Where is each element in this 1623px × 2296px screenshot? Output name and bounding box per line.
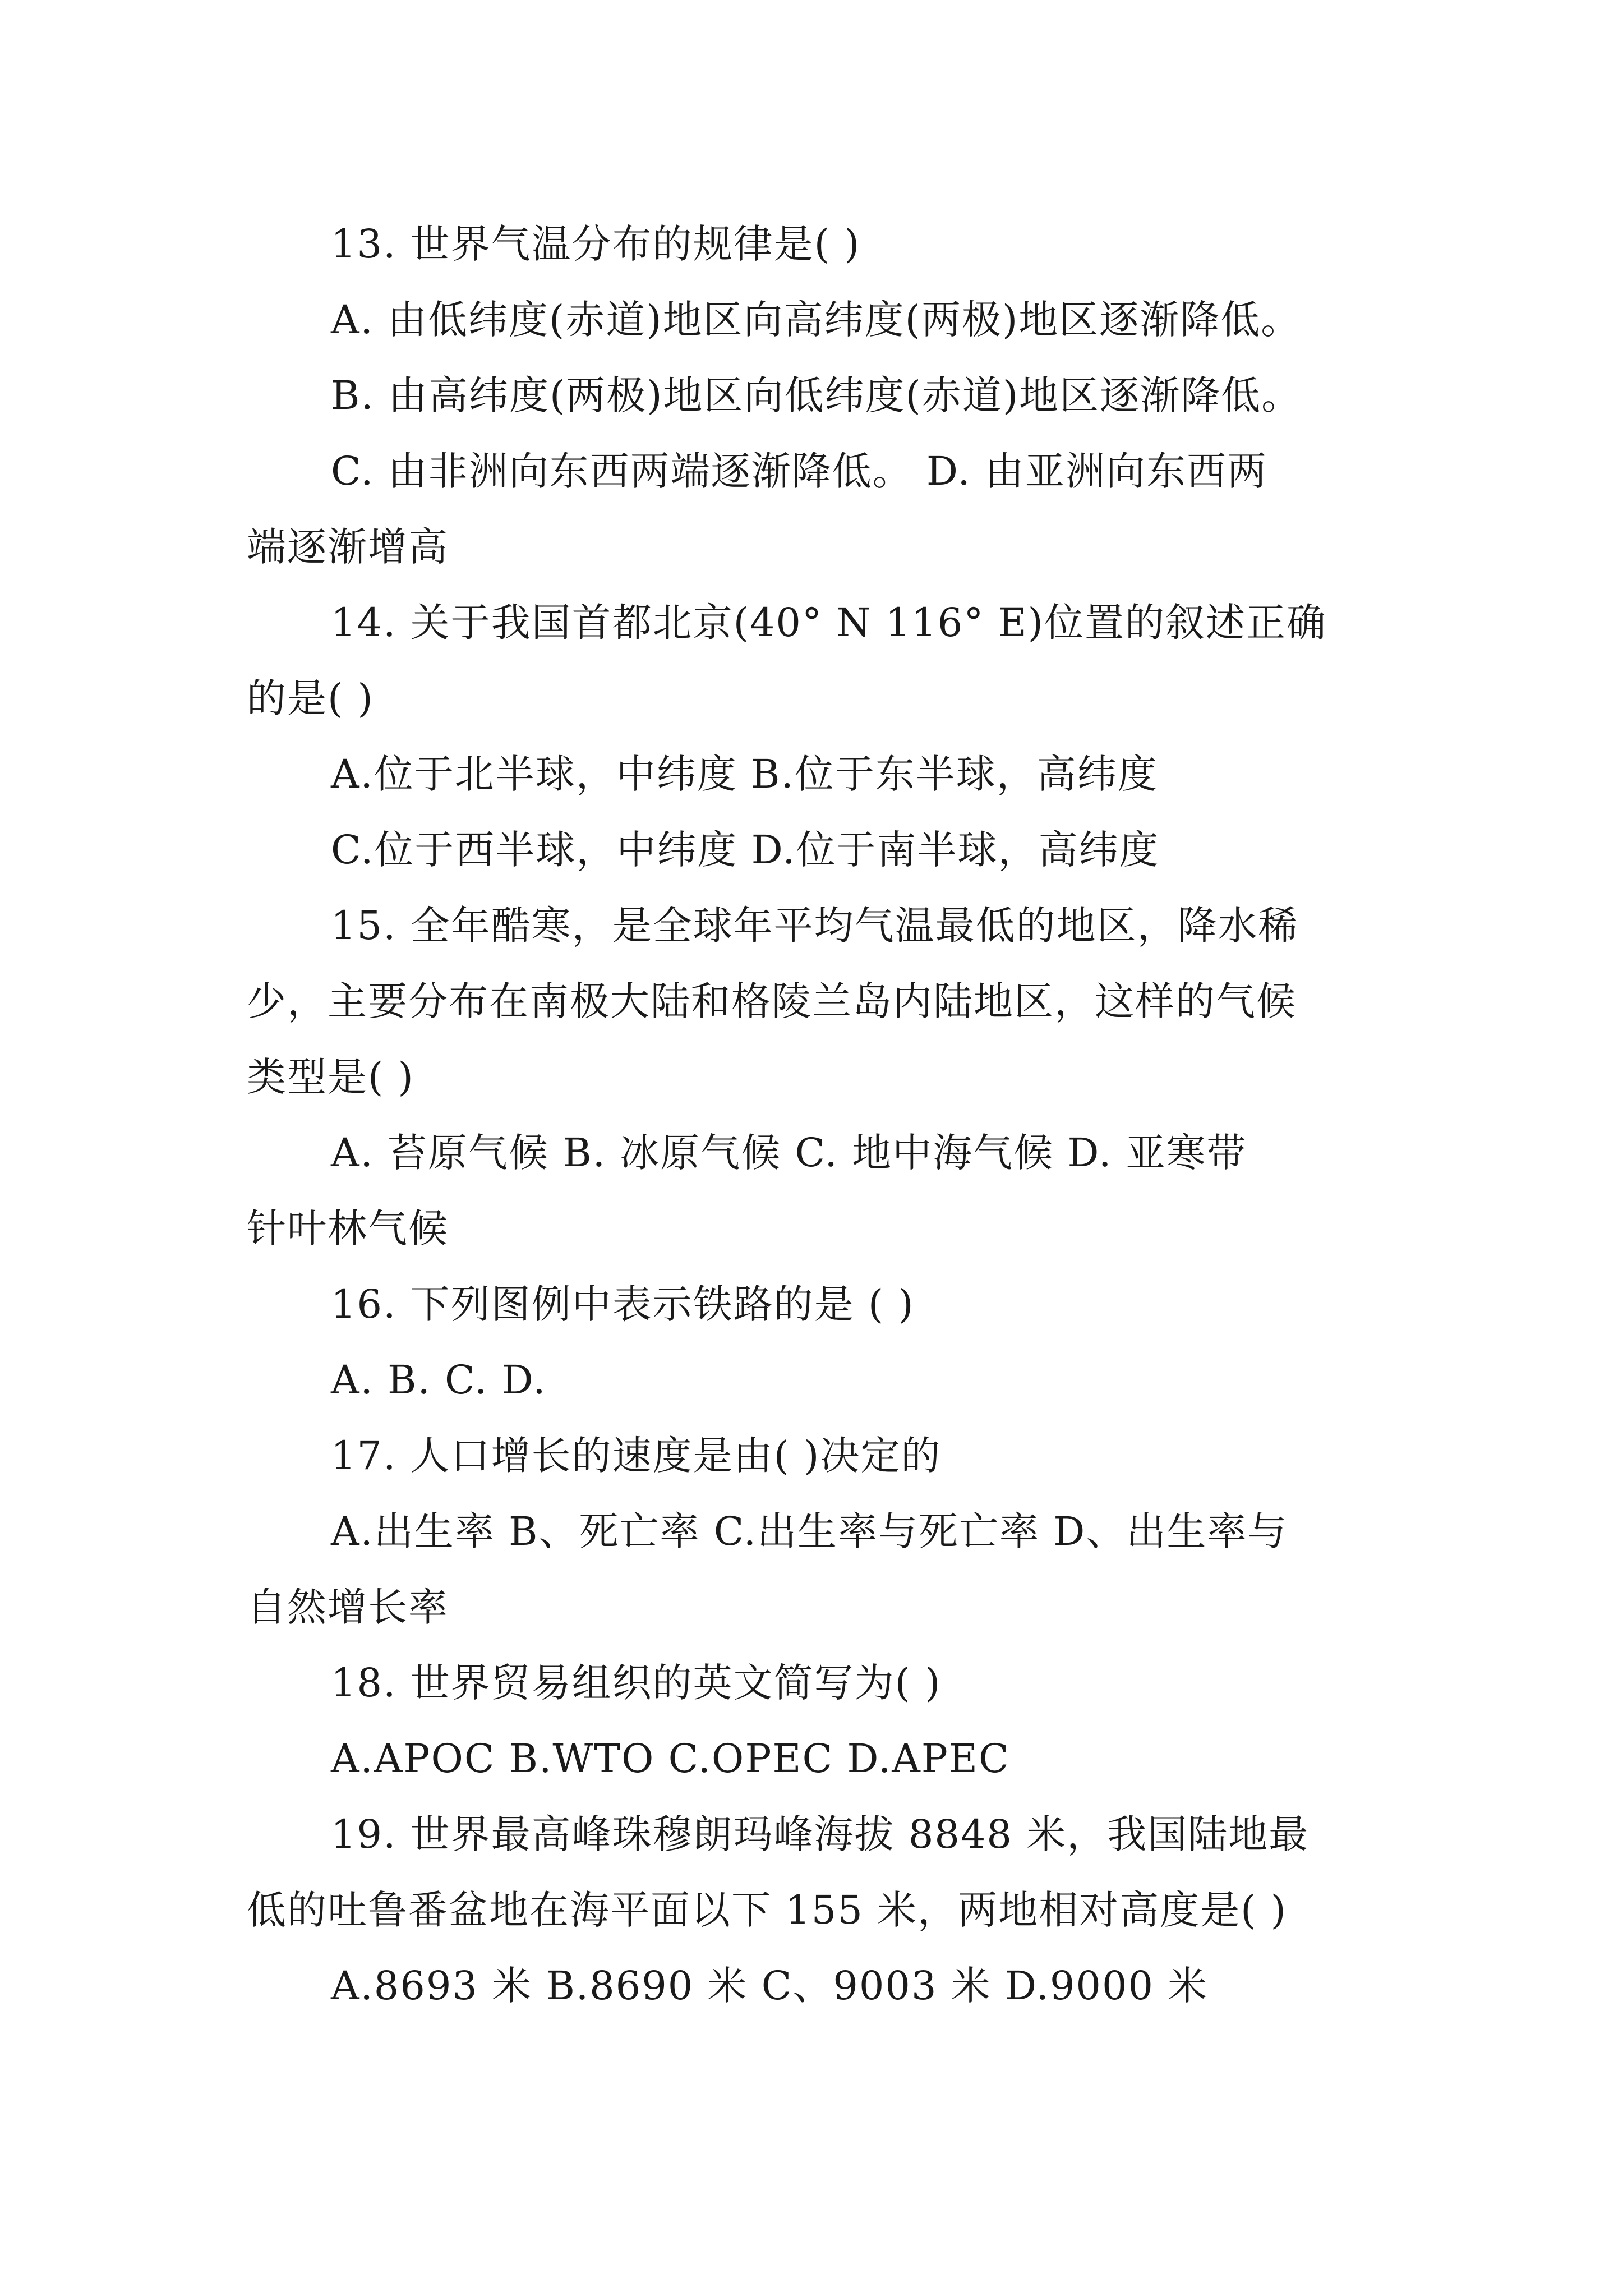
q14-options-a-b: A.位于北半球，中纬度 B.位于东半球，高纬度 [331,751,1158,797]
q19-options: A.8693 米 B.8690 米 C、9003 米 D.9000 米 [331,1963,1209,2009]
q16-stem: 16. 下列图例中表示铁路的是 ( ) [331,1281,915,1327]
q13-option-a: A. 由低纬度(赤道)地区向高纬度(两极)地区逐渐降低。 [331,297,1302,343]
q15-options: A. 苔原气候 B. 冰原气候 C. 地中海气候 D. 亚寒带 [331,1130,1247,1176]
q15-options-cont: 针叶林气候 [247,1205,449,1251]
q15-stem-cont-1: 少，主要分布在南极大陆和格陵兰岛内陆地区，这样的气候 [247,978,1297,1024]
q15-stem: 15. 全年酷寒，是全球年平均气温最低的地区，降水稀 [331,903,1299,949]
q17-stem: 17. 人口增长的速度是由( )决定的 [331,1433,942,1479]
q16-options: A. B. C. D. [331,1357,547,1403]
q14-stem-cont: 的是( ) [247,675,374,721]
q19-stem-cont: 低的吐鲁番盆地在海平面以下 155 米，两地相对高度是( ) [247,1887,1287,1933]
q18-stem: 18. 世界贸易组织的英文简写为( ) [331,1660,942,1706]
q13-option-b: B. 由高纬度(两极)地区向低纬度(赤道)地区逐渐降低。 [331,372,1302,418]
q19-stem: 19. 世界最高峰珠穆朗玛峰海拔 8848 米，我国陆地最 [331,1811,1310,1857]
q14-options-c-d: C.位于西半球，中纬度 D.位于南半球，高纬度 [331,827,1160,873]
q13-options-c-d-cont: 端逐渐增高 [247,524,449,570]
q18-options: A.APOC B.WTO C.OPEC D.APEC [331,1736,1010,1782]
q15-stem-cont-2: 类型是( ) [247,1054,414,1100]
q17-options: A.出生率 B、死亡率 C.出生率与死亡率 D、出生率与 [331,1508,1288,1554]
q17-options-cont: 自然增长率 [247,1584,449,1630]
q13-stem: 13. 世界气温分布的规律是( ) [331,221,861,267]
q14-stem: 14. 关于我国首都北京(40° N 116° E)位置的叙述正确 [331,600,1327,646]
q13-options-c-d: C. 由非洲向东西两端逐渐降低。 D. 由亚洲向东西两 [331,448,1267,494]
